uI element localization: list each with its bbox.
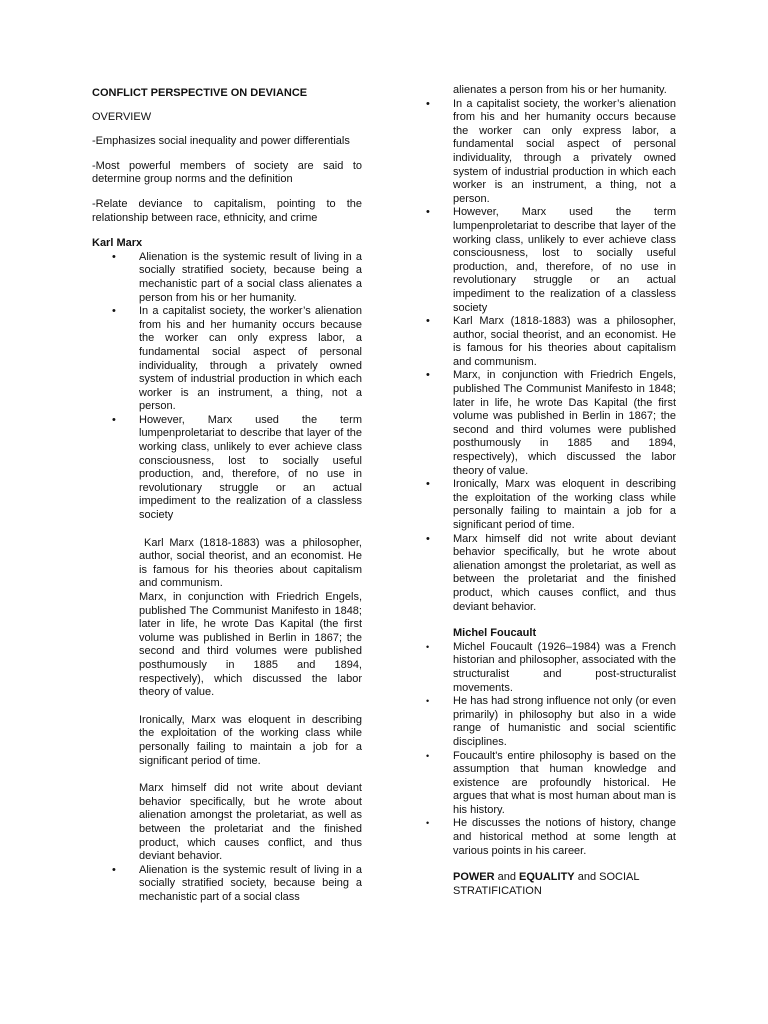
bullet-icon: • [426,315,430,328]
marx-bullet-list-right [426,98,676,615]
bullet-icon: • [426,818,430,829]
bullet-icon: • [426,696,430,707]
overview-point-2: -Most powerful members of society are said to determine group norms and the definition [92,159,362,186]
list-item [426,641,676,695]
bullet-text: Karl Marx (1818-1883) was a philosopher, author, social theorist, and an economist. He is famous for his theories about capitalism and communism. [453,315,676,368]
marx-engels-paragraph: Marx, in conjunction with Friedrich Engels, published The Communist Manifesto in 1848; later in life, he wrote Das Kapital (the first volume was published in Berlin in 1867; the second and third volumes were published posthumously in 1885 and 1894, respectively), which discussed the labor theory of value. [139,591,362,699]
marx-ironic-paragraph: Ironically, Marx was eloquent in describing the exploitation of the working class while personally failing to maintain a job for a significant period of time. [139,713,362,767]
power-equality-heading [426,871,676,898]
marx-bullet-list [92,251,362,523]
bullet-text: In a capitalist society, the worker’s alienation from his and her humanity occurs because the worker can only express labor, a fundamental social aspect of personal individuality, through a privately owned system of industrial production in which each worker is an instrument, a thing, not a person. [139,305,362,413]
bullet-icon: • [112,250,116,263]
continuation-text: alienates a person from his or her humanity. [453,84,667,96]
foucault-heading: Michel Foucault [453,627,537,640]
bullet-text: Marx himself did not write about deviant behavior specifically, but he wrote about alienation amongst the proletariat, as well as between the proletariat and the finished product, which causes conflict, and thus deviant behavior. [453,532,676,613]
bullet-text: However, Marx used the term lumpenproletariat to describe that layer of the working class, unlikely to ever achieve class consciousness, lost to socially useful production, and, therefore, of no use in revolutionary struggle or an actual impediment to the realization of a classless society [139,413,362,522]
bullet-text: Marx, in conjunction with Friedrich Engels, published The Communist Manifesto in 1848; later in life, he wrote Das Kapital (the first volume was published in Berlin in 1867; the second and third volumes were published posthumously in 1885 and 1894, respectively), which discussed the labor theory of value. [453,369,676,477]
marx-bullet-list-2 [92,864,362,905]
bullet-text: Michel Foucault (1926–1984) was a French historian and philosopher, associated with the structuralist and post-structuralist movements. [453,640,676,694]
spacer [92,700,362,714]
bullet-icon: • [426,750,430,761]
left-column [92,84,362,904]
bullet-icon: • [426,641,430,652]
bullet-text: He discusses the notions of history, change and historical method at some length at various points in his career. [453,817,676,857]
foucault-bullet-list [426,641,676,859]
bullet-icon: • [426,478,430,491]
list-item [426,206,676,315]
list-item [426,750,676,818]
and-word: and [494,871,520,884]
equality-word: EQUALITY [519,871,575,884]
spacer [92,768,362,782]
bullet-text: However, Marx used the term lumpenproletariat to describe that layer of the working class, unlikely to ever achieve class consciousness, lost to socially useful production, and, therefore, of no use in revolutionary struggle or an actual impediment to the realization of a classless society [453,206,676,314]
bullet-text: Alienation is the systemic result of living in a socially stratified society, because being a mechanistic part of a social class alienates a person from his or her humanity. [139,250,362,304]
bullet-text: Alienation is the systemic result of living in a socially stratified society, because being a mechanistic part of a social class [139,863,362,903]
marx-bio-paragraph: Karl Marx (1818-1883) was a philosopher, author, social theorist, and an economist. He is famous for his theories about capitalism and communism. [139,536,362,590]
bullet-text: Ironically, Marx was eloquent in describing the exploitation of the working class while personally failing to maintain a job for a significant period of time. [453,478,676,531]
list-item [426,369,676,478]
list-item [92,251,362,305]
list-item [92,864,362,905]
karl-marx-heading: Karl Marx [92,237,143,250]
list-item [426,98,676,207]
bullet-text: Foucault's entire philosophy is based on the assumption that human knowledge and existence are profoundly historical. He argues that what is most human about man is his history. [453,749,676,816]
bullet-text: He has had strong influence not only (or even primarily) in philosophy but also in a wide range of humanistic and social scientific disciplines. [453,695,676,748]
bullet-icon: • [426,532,430,545]
spacer [92,523,362,537]
list-item [426,315,676,369]
bullet-icon: • [426,206,430,219]
bullet-icon: • [112,863,116,876]
marx-deviance-paragraph: Marx himself did not write about deviant behavior specifically, but he wrote about alienation amongst the proletariat, as well as between the proletariat and the finished product, which causes conflict, and thus deviant behavior. [139,782,362,863]
bullet-icon: • [112,305,116,318]
power-word: POWER [453,871,495,884]
bullet-icon: • [426,97,430,110]
bullet-icon: • [426,369,430,382]
list-item [92,414,362,523]
document-title: CONFLICT PERSPECTIVE ON DEVIANCE [92,87,308,99]
power-heading-rest: and SOCIAL STRATIFICATION [453,871,640,897]
overview-point-1: -Emphasizes social inequality and power differentials [92,135,350,148]
overview-point-3: -Relate deviance to capitalism, pointing to the relationship between race, ethnicity, and crime [92,197,362,224]
overview-heading: OVERVIEW [92,110,152,123]
list-item [426,817,676,858]
list-item [92,305,362,414]
bullet-icon: • [112,413,116,426]
bullet-text: In a capitalist society, the worker’s alienation from his and her humanity occurs because the worker can only express labor, a fundamental social aspect of personal individuality, through a privately owned system of industrial production in which each worker is an instrument, a thing, not a person. [453,97,676,205]
list-item [426,533,676,615]
list-item [426,478,676,532]
list-item [426,695,676,749]
right-column [426,84,676,898]
